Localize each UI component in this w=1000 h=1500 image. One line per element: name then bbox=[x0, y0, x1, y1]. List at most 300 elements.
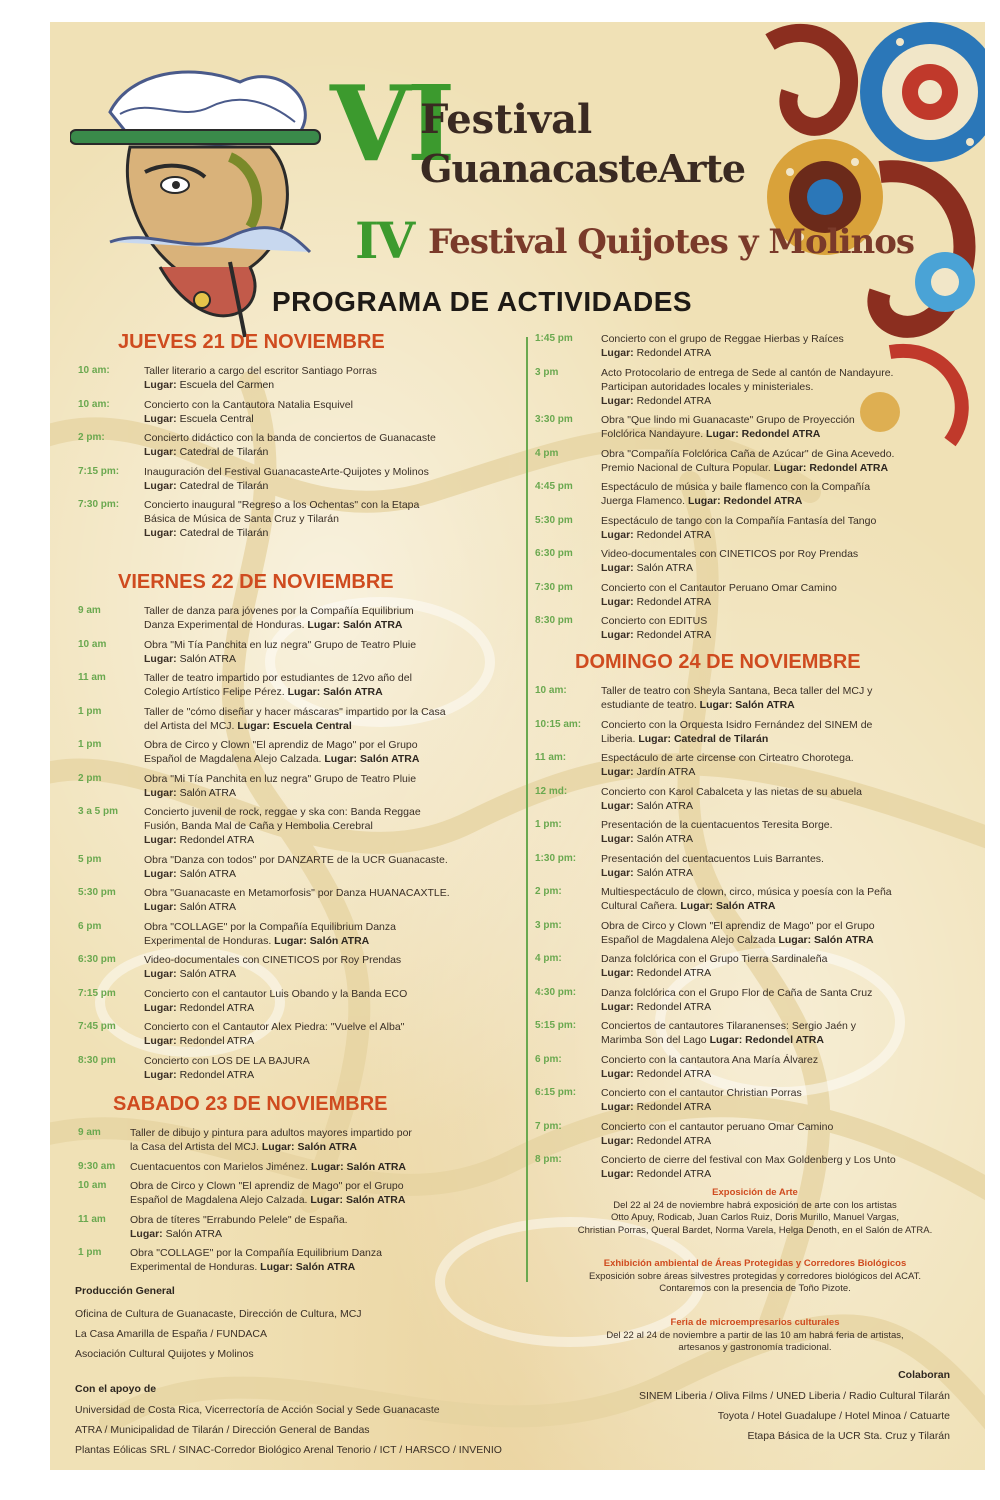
event-description bbox=[601, 547, 858, 575]
exhibition-line: Contaremos con la presencia de Toño Pizote. bbox=[659, 1283, 851, 1294]
event-description bbox=[130, 1126, 412, 1154]
event-line bbox=[144, 398, 353, 412]
event-description bbox=[144, 498, 419, 540]
event-text: Participan autoridades locales y ministeriales. bbox=[601, 380, 814, 393]
event-text: la Casa del Artista del MCJ. bbox=[130, 1141, 262, 1153]
collaborators-line: Etapa Básica de la UCR Sta. Cruz y Tilarán bbox=[747, 1430, 950, 1442]
event-description bbox=[130, 1160, 406, 1174]
event-line bbox=[144, 953, 401, 967]
venue-label: Lugar: bbox=[601, 1168, 637, 1180]
event-venue: Redondel ATRA bbox=[636, 1168, 712, 1180]
event-item bbox=[535, 480, 975, 508]
venue-label: Lugar: bbox=[144, 379, 180, 391]
event-line bbox=[144, 1001, 407, 1015]
event-text: Obra de Circo y Clown "El aprendiz de Mago" por el Grupo bbox=[130, 1180, 404, 1192]
event-time: 7:30 pm: bbox=[78, 499, 120, 510]
event-venue: Redondel ATRA bbox=[636, 528, 712, 541]
event-line bbox=[144, 967, 401, 981]
event-time: 10 am bbox=[78, 638, 107, 650]
event-item bbox=[535, 818, 975, 846]
event-line bbox=[601, 1120, 833, 1134]
event-text: Concierto con Karol Cabalceta y las nietas de su abuela bbox=[601, 785, 862, 798]
event-text: Concierto juvenil de rock, reggae y ska con: Banda Reggae bbox=[144, 806, 421, 818]
event-line bbox=[130, 1160, 406, 1174]
event-description bbox=[144, 465, 429, 493]
event-item bbox=[78, 671, 518, 699]
event-venue: Redondel ATRA bbox=[636, 967, 712, 979]
event-line bbox=[601, 885, 892, 899]
event-venue: Catedral de Tilarán bbox=[179, 479, 269, 492]
venue-label: Lugar: bbox=[144, 834, 180, 846]
event-description bbox=[601, 952, 827, 980]
event-time: 4:30 pm: bbox=[535, 986, 577, 998]
event-venue: Lugar: Salón ATRA bbox=[307, 619, 403, 631]
event-text: Taller de teatro impartido por estudiantes de 12vo año del bbox=[144, 672, 412, 684]
production-heading: Producción General bbox=[75, 1285, 175, 1297]
event-text: Obra "Compañía Folclórica Caña de Azúcar" de Gina Acevedo. bbox=[601, 447, 895, 460]
event-time: 6:30 pm bbox=[535, 548, 573, 559]
event-line bbox=[130, 1227, 348, 1241]
event-venue: Redondel ATRA bbox=[636, 595, 712, 608]
venue-label: Lugar: bbox=[601, 1000, 637, 1013]
event-venue: Escuela Central bbox=[179, 412, 254, 425]
event-description bbox=[601, 514, 876, 542]
event-line bbox=[601, 528, 876, 542]
day-title: JUEVES 21 DE NOVIEMBRE bbox=[118, 331, 385, 353]
event-venue: Salón ATRA bbox=[636, 833, 694, 845]
event-line bbox=[601, 447, 894, 461]
event-venue: Redondel ATRA bbox=[636, 1134, 712, 1147]
event-item bbox=[78, 987, 518, 1015]
event-line bbox=[601, 561, 858, 575]
event-line bbox=[144, 364, 377, 378]
exhibition-title: Feria de microempresarios culturales bbox=[670, 1317, 840, 1328]
event-line bbox=[144, 752, 419, 766]
venue-label: Lugar: bbox=[601, 866, 637, 879]
event-description bbox=[144, 953, 401, 981]
exhibition-line: Del 22 al 24 de noviembre a partir de las 10 am habrá feria de artistas, bbox=[606, 1329, 904, 1341]
event-time: 9:30 am bbox=[78, 1160, 116, 1172]
event-venue: Catedral de Tilarán bbox=[179, 527, 269, 539]
production-line: Asociación Cultural Quijotes y Molinos bbox=[75, 1348, 254, 1360]
event-time: 2 pm: bbox=[78, 432, 105, 443]
event-text: Conciertos de cantautores Tilaranenses: Sergio Jaén y bbox=[601, 1020, 857, 1032]
event-description bbox=[601, 1019, 856, 1047]
event-venue: Salón ATRA bbox=[179, 867, 237, 880]
event-text: Concierto con la Cantautora Natalia Esquivel bbox=[144, 398, 353, 411]
event-time: 10 am: bbox=[78, 398, 110, 410]
exhibition-fair bbox=[525, 1317, 985, 1355]
event-text: Básica de Música de Santa Cruz y Tilarán bbox=[144, 513, 339, 525]
event-line bbox=[601, 595, 837, 609]
event-text: Concierto con el Cantautor Alex Piedra: "Vuelve el Alba" bbox=[144, 1021, 405, 1033]
support-line: Plantas Eólicas SRL / SINAC-Corredor Biológico Arenal Tenorio / ICT / HARSCO / INVENIO bbox=[75, 1444, 502, 1456]
event-description bbox=[601, 1086, 802, 1114]
production-line: Oficina de Cultura de Guanacaste, Dirección de Cultura, MCJ bbox=[75, 1308, 362, 1320]
venue-label: Lugar: bbox=[601, 394, 637, 407]
event-text: Danza Experimental de Honduras. bbox=[144, 619, 308, 631]
exhibition-art bbox=[525, 1187, 985, 1237]
exhibition-line: Otto Apuy, Rodicab, Juan Carlos Ruiz, Doris Murillo, Manuel Vargas, bbox=[611, 1212, 899, 1223]
venue-label: Lugar: bbox=[601, 799, 637, 812]
venue-label: Lugar: bbox=[144, 968, 180, 980]
event-description bbox=[601, 818, 833, 846]
event-time: 3 a 5 pm bbox=[78, 806, 119, 817]
event-text: Español de Magdalena Alejo Calzada. bbox=[144, 753, 325, 765]
event-description bbox=[144, 886, 450, 914]
event-time: 8:30 pm bbox=[78, 1054, 116, 1066]
event-venue: Lugar: Redondel ATRA bbox=[773, 461, 889, 474]
production-credits bbox=[75, 1284, 362, 1364]
event-time: 2 pm bbox=[78, 772, 102, 784]
edition-roman-iv: IV bbox=[355, 211, 414, 270]
event-line bbox=[601, 1000, 872, 1014]
event-time: 7:15 pm: bbox=[78, 465, 120, 477]
venue-label: Lugar: bbox=[601, 562, 637, 574]
event-text: Cuentacuentos con Marielos Jiménez. bbox=[130, 1160, 311, 1173]
event-item bbox=[535, 413, 975, 441]
event-line bbox=[601, 718, 872, 732]
event-line bbox=[144, 1054, 310, 1068]
event-text: Folclórica Nandayure. bbox=[601, 428, 707, 440]
event-venue: Lugar: Salón ATRA bbox=[310, 1194, 406, 1206]
event-line bbox=[601, 1086, 802, 1100]
event-item bbox=[535, 785, 975, 813]
event-description bbox=[144, 738, 419, 766]
event-time: 10 am bbox=[78, 1180, 107, 1191]
event-text: Concierto con el Cantautor Peruano Omar Camino bbox=[601, 581, 837, 594]
event-item bbox=[535, 1053, 975, 1081]
event-text: Concierto con el cantautor Christian Porras bbox=[601, 1087, 802, 1099]
venue-label: Lugar: bbox=[144, 901, 180, 913]
event-line bbox=[130, 1213, 348, 1227]
event-time: 6 pm: bbox=[535, 1053, 562, 1065]
event-item bbox=[78, 1054, 518, 1082]
event-item bbox=[535, 751, 975, 779]
event-item bbox=[78, 1213, 518, 1241]
event-text: Español de Magdalena Alejo Calzada. bbox=[130, 1194, 311, 1206]
event-text: Concierto con la Orquesta Isidro Fernández del SINEM de bbox=[601, 718, 873, 731]
event-line bbox=[601, 966, 827, 980]
event-time: 8:30 pm bbox=[535, 615, 573, 626]
event-line bbox=[144, 431, 436, 445]
event-line bbox=[144, 833, 421, 847]
event-time: 4:45 pm bbox=[535, 481, 573, 492]
event-text: Multiespectáculo de clown, circo, música y poesía con la Peña bbox=[601, 886, 892, 898]
venue-label: Lugar: bbox=[601, 595, 637, 608]
venue-label: Lugar: bbox=[601, 629, 637, 641]
event-time: 10 am: bbox=[78, 365, 110, 376]
event-line bbox=[144, 900, 450, 914]
event-time: 6:30 pm bbox=[78, 954, 116, 965]
event-venue: Salón ATRA bbox=[179, 901, 237, 913]
event-venue: Salón ATRA bbox=[165, 1227, 223, 1240]
event-item bbox=[535, 447, 975, 475]
event-time: 4 pm bbox=[535, 447, 559, 459]
event-time: 9 am bbox=[78, 1127, 101, 1138]
event-description bbox=[601, 986, 872, 1014]
edition-roman-vi: VI bbox=[330, 62, 452, 185]
event-time: 1 pm: bbox=[535, 819, 562, 830]
event-item bbox=[535, 986, 975, 1014]
event-line bbox=[601, 1067, 818, 1081]
event-text: Video-documentales con CINETICOS por Roy Prendas bbox=[144, 954, 402, 966]
event-item bbox=[78, 498, 518, 540]
event-venue: Lugar: Salón ATRA bbox=[324, 753, 420, 765]
event-line bbox=[601, 380, 893, 394]
event-line bbox=[601, 427, 855, 441]
event-text: Concierto con la cantautora Ana María Álvarez bbox=[601, 1053, 819, 1066]
event-venue: Redondel ATRA bbox=[636, 1067, 712, 1080]
event-description bbox=[144, 920, 396, 948]
collaborators-line: Toyota / Hotel Guadalupe / Hotel Minoa / Catuarte bbox=[717, 1410, 950, 1422]
event-time: 3:30 pm bbox=[535, 414, 573, 425]
event-text: Obra "Mi Tía Panchita en luz negra" Grupo de Teatro Pluie bbox=[144, 638, 417, 651]
venue-label: Lugar: bbox=[144, 1001, 180, 1014]
event-line bbox=[601, 1019, 856, 1033]
event-description bbox=[601, 366, 893, 408]
event-time: 8 pm: bbox=[535, 1154, 562, 1165]
event-line bbox=[130, 1260, 382, 1274]
venue-label: Lugar: bbox=[144, 479, 180, 492]
event-time: 10:15 am: bbox=[535, 718, 582, 730]
event-item bbox=[78, 920, 518, 948]
event-item bbox=[78, 604, 518, 632]
event-time: 2 pm: bbox=[535, 886, 562, 897]
event-line bbox=[601, 698, 872, 712]
venue-label: Lugar: bbox=[601, 1101, 637, 1113]
event-description bbox=[601, 751, 854, 779]
event-line bbox=[144, 705, 446, 719]
event-line bbox=[601, 1153, 896, 1167]
event-line bbox=[601, 751, 854, 765]
event-line bbox=[130, 1126, 412, 1140]
exhibition-title: Exhibición ambiental de Áreas Protegidas y Corredores Biológicos bbox=[603, 1258, 907, 1269]
event-text: Taller literario a cargo del escritor Santiago Porras bbox=[144, 365, 377, 377]
event-venue: Lugar: Salón ATRA bbox=[287, 686, 383, 698]
event-line bbox=[144, 685, 412, 699]
event-venue: Redondel ATRA bbox=[179, 1068, 255, 1081]
event-item bbox=[535, 614, 975, 642]
event-line bbox=[601, 480, 870, 494]
venue-label: Lugar: bbox=[601, 766, 637, 778]
event-description bbox=[130, 1213, 348, 1241]
support-credits bbox=[75, 1382, 502, 1460]
exhibition-title: Exposición de Arte bbox=[712, 1187, 798, 1198]
event-venue: Salón ATRA bbox=[636, 799, 694, 812]
support-line: ATRA / Municipalidad de Tilarán / Dirección General de Bandas bbox=[75, 1424, 370, 1436]
event-line bbox=[601, 332, 844, 346]
column-divider bbox=[526, 337, 528, 1282]
event-item bbox=[535, 1120, 975, 1148]
event-line bbox=[144, 638, 416, 652]
event-description bbox=[601, 332, 844, 360]
event-line bbox=[144, 445, 436, 459]
event-item bbox=[78, 364, 518, 392]
event-text: Obra "Guanacaste en Metamorfosis" por Danza HUANACAXTLE. bbox=[144, 887, 450, 899]
program-title: PROGRAMA DE ACTIVIDADES bbox=[272, 286, 693, 317]
event-description bbox=[601, 480, 870, 508]
event-venue: Redondel ATRA bbox=[179, 834, 255, 846]
event-item bbox=[78, 1246, 518, 1274]
event-text: Concierto didáctico con la banda de conciertos de Guanacaste bbox=[144, 432, 436, 444]
event-line bbox=[130, 1246, 382, 1260]
venue-label: Lugar: bbox=[144, 652, 180, 665]
day-title: SABADO 23 DE NOVIEMBRE bbox=[113, 1093, 388, 1115]
event-text: Taller de danza para jóvenes por la Compañía Equilibrium bbox=[144, 605, 414, 617]
event-description bbox=[601, 1120, 833, 1148]
event-line bbox=[144, 987, 407, 1001]
event-line bbox=[144, 786, 416, 800]
event-description bbox=[601, 1153, 896, 1181]
event-line bbox=[130, 1179, 405, 1193]
event-item bbox=[535, 684, 975, 712]
event-time: 1 pm bbox=[78, 705, 102, 717]
event-time: 5:15 pm: bbox=[535, 1020, 577, 1031]
event-venue: Lugar: Redondel ATRA bbox=[709, 1034, 824, 1046]
event-description bbox=[601, 614, 711, 642]
event-time: 7:45 pm bbox=[78, 1021, 116, 1032]
event-text: Danza folclórica con el Grupo Flor de Caña de Santa Cruz bbox=[601, 986, 873, 999]
festival-poster bbox=[50, 22, 985, 1470]
event-item bbox=[78, 886, 518, 914]
event-text: Colegio Artístico Felipe Pérez. bbox=[144, 686, 288, 698]
event-line bbox=[601, 919, 875, 933]
event-item bbox=[535, 514, 975, 542]
event-venue: Lugar: Redondel ATRA bbox=[687, 495, 803, 507]
event-venue: Jardín ATRA bbox=[636, 766, 696, 778]
exhibition-line: Exposición sobre áreas silvestres protegidas y corredores biológicos del ACAT. bbox=[589, 1270, 921, 1282]
event-item bbox=[78, 398, 518, 426]
day-title: DOMINGO 24 DE NOVIEMBRE bbox=[575, 651, 861, 673]
event-venue: Redondel ATRA bbox=[636, 347, 712, 359]
venue-label: Lugar: bbox=[144, 527, 180, 539]
event-time: 10 am: bbox=[535, 685, 567, 696]
event-venue: Catedral de Tilarán bbox=[179, 446, 269, 458]
venue-label: Lugar: bbox=[144, 1068, 180, 1081]
event-text: Cultural Cañera. bbox=[601, 900, 681, 912]
venue-label: Lugar: bbox=[144, 1035, 180, 1047]
event-time: 7 pm: bbox=[535, 1120, 562, 1132]
event-text: Obra de Circo y Clown "El aprendiz de Mago" por el Grupo bbox=[601, 919, 875, 932]
event-text: Juerga Flamenco. bbox=[601, 495, 688, 507]
event-description bbox=[144, 638, 416, 666]
event-line bbox=[601, 547, 858, 561]
collaborators-heading: Colaboran bbox=[898, 1369, 950, 1381]
event-venue: Salón ATRA bbox=[636, 562, 694, 574]
event-line bbox=[601, 514, 876, 528]
event-line bbox=[601, 952, 827, 966]
event-line bbox=[601, 818, 833, 832]
event-time: 7:30 pm bbox=[535, 581, 573, 593]
event-line bbox=[144, 867, 448, 881]
day-title: VIERNES 22 DE NOVIEMBRE bbox=[118, 571, 394, 593]
event-venue: Lugar: Redondel ATRA bbox=[706, 428, 821, 440]
event-line bbox=[601, 1134, 833, 1148]
event-time: 3 pm: bbox=[535, 919, 562, 931]
event-text: Obra "COLLAGE" por la Compañía Equilibrium Danza bbox=[130, 1247, 382, 1259]
event-venue: Lugar: Salón ATRA bbox=[680, 900, 776, 912]
event-item bbox=[78, 1179, 518, 1207]
event-item bbox=[535, 1019, 975, 1047]
event-line bbox=[144, 498, 419, 512]
event-description bbox=[144, 398, 353, 426]
venue-label: Lugar: bbox=[601, 1134, 637, 1147]
event-item bbox=[78, 1160, 518, 1174]
event-text: Concierto con el grupo de Reggae Hierbas y Raíces bbox=[601, 333, 844, 345]
venue-label: Lugar: bbox=[601, 967, 637, 979]
exhibition-line: Christian Porras, Queral Bardet, Norma Varela, Helga Denoth, en el Salón de ATRA. bbox=[577, 1224, 933, 1236]
event-line bbox=[601, 366, 893, 380]
event-time: 6 pm bbox=[78, 920, 102, 932]
event-line bbox=[601, 1100, 802, 1114]
event-text: Video-documentales con CINETICOS por Roy Prendas bbox=[601, 548, 859, 560]
event-venue: Lugar: Salón ATRA bbox=[310, 1160, 407, 1173]
event-text: Danza folclórica con el Grupo Tierra Sardinaleña bbox=[601, 953, 828, 965]
venue-label: Lugar: bbox=[144, 786, 180, 799]
event-time: 3 pm bbox=[535, 366, 559, 378]
event-line bbox=[144, 772, 416, 786]
event-description bbox=[601, 919, 875, 947]
venue-label: Lugar: bbox=[601, 528, 637, 541]
event-line bbox=[144, 719, 446, 733]
event-description bbox=[144, 1054, 310, 1082]
event-line bbox=[601, 614, 711, 628]
event-text: Obra de títeres "Errabundo Pelele" de España. bbox=[130, 1213, 348, 1226]
event-time: 1 pm bbox=[78, 1247, 102, 1258]
event-line bbox=[601, 346, 844, 360]
event-text: Obra "Mi Tía Panchita en luz negra" Grupo de Teatro Pluie bbox=[144, 772, 417, 785]
event-venue: Lugar: Salón ATRA bbox=[274, 934, 370, 947]
event-line bbox=[601, 628, 711, 642]
event-text: Concierto con EDITUS bbox=[601, 615, 708, 627]
event-line bbox=[144, 618, 414, 632]
event-line bbox=[601, 785, 862, 799]
venue-label: Lugar: bbox=[601, 1067, 637, 1080]
event-venue: Escuela del Carmen bbox=[179, 379, 275, 391]
event-text: Presentación de la cuentacuentos Teresita Borge. bbox=[601, 819, 833, 831]
event-line bbox=[601, 866, 824, 880]
event-line bbox=[144, 671, 412, 685]
event-line bbox=[144, 604, 414, 618]
event-item bbox=[78, 853, 518, 881]
event-text: Concierto de cierre del festival con Max Goldenberg y Los Unto bbox=[601, 1154, 896, 1166]
event-text: Taller de "cómo diseñar y hacer máscaras" impartido por la Casa bbox=[144, 705, 446, 718]
support-line: Universidad de Costa Rica, Vicerrectoría de Acción Social y Sede Guanacaste bbox=[75, 1404, 440, 1416]
event-line bbox=[144, 412, 353, 426]
event-time: 5:30 pm bbox=[78, 887, 116, 898]
event-line bbox=[144, 1034, 404, 1048]
event-text: Experimental de Honduras. bbox=[130, 1261, 261, 1273]
event-item bbox=[535, 852, 975, 880]
event-text: Obra "Que lindo mi Guanacaste" Grupo de Proyección bbox=[601, 414, 855, 426]
event-item bbox=[78, 1126, 518, 1154]
event-item bbox=[78, 465, 518, 493]
event-item bbox=[535, 718, 975, 746]
event-venue: Redondel ATRA bbox=[636, 1000, 712, 1013]
event-description bbox=[601, 785, 862, 813]
event-item bbox=[535, 885, 975, 913]
collaborators-line: SINEM Liberia / Oliva Films / UNED Liberia / Radio Cultural Tilarán bbox=[638, 1390, 950, 1402]
event-description bbox=[144, 431, 436, 459]
venue-label: Lugar: bbox=[601, 833, 637, 845]
exhibition-line: Del 22 al 24 de noviembre habrá exposición de arte con los artistas bbox=[613, 1199, 897, 1211]
event-line bbox=[601, 1167, 896, 1181]
event-line bbox=[144, 479, 429, 493]
event-line bbox=[144, 934, 396, 948]
event-time: 11 am bbox=[78, 1213, 106, 1225]
event-line bbox=[144, 1068, 310, 1082]
